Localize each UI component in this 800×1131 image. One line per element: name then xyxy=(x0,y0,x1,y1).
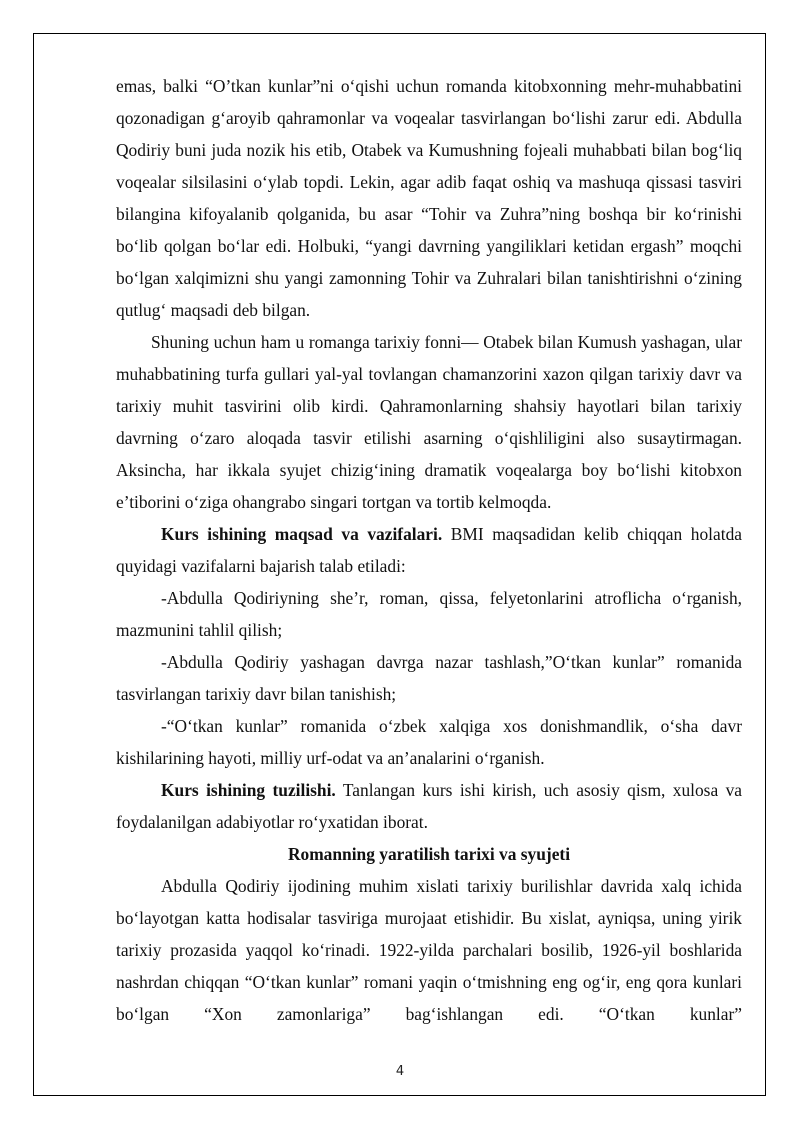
course-structure-text: Tanlangan kurs ishi kirish, uch asosiy qism, xulosa va foydalanilgan adabiyotlar ro‘yxatidan iborat. xyxy=(116,780,742,832)
task-item-1: -Abdulla Qodiriyning she’r, roman, qissa, felyetonlarini atroflicha o‘rganish, mazmunini tahlil qilish; xyxy=(116,588,742,640)
course-structure-title: Kurs ishining tuzilishi. xyxy=(161,780,336,800)
page-number: 4 xyxy=(395,1064,405,1079)
document-body xyxy=(116,70,742,1030)
paragraph-closing: Abdulla Qodiriy ijodining muhim xislati tarixiy burilishlar davrida xalq ichida bo‘layotgan katta hodisalar tasviriga murojaat etishidir. Bu xislat, ayniqsa, uning yirik tarixiy prozasida yaqqol ko‘rinadi. 1922-yilda parchalari bosilib, 1926-yil boshlarida nashrdan chiqqan “O‘tkan kunlar” romani yaqin o‘tmishning eng og‘ir, eng qora kunlari bo‘lgan “Xon zamonlariga” bag‘ishlangan edi. “O‘tkan kunlar” xyxy=(116,876,742,1024)
course-goals-title: Kurs ishining maqsad va vazifalari. xyxy=(161,524,443,544)
course-goals-text: BMI maqsadidan kelib chiqqan holatda quyidagi vazifalarni bajarish talab etiladi: xyxy=(116,524,742,576)
task-item-3: -“O‘tkan kunlar” romanida o‘zbek xalqiga xos donishmandlik, o‘sha davr kishilarining hayoti, milliy urf-odat va an’analarini o‘rganish. xyxy=(116,716,742,768)
task-item-2: -Abdulla Qodiriy yashagan davrga nazar tashlash,”O‘tkan kunlar” romanida tasvirlangan tarixiy davr bilan tanishish; xyxy=(116,652,742,704)
section-heading: Romanning yaratilish tarixi va syujeti xyxy=(287,844,571,864)
paragraph-course-structure xyxy=(116,774,742,838)
paragraph-intro: emas, balki “O’tkan kunlar”ni o‘qishi uchun romanda kitobxonning mehr-muhabbatini qozonadigan g‘aroyib qahramonlar va voqealar tasvirlangan bo‘lishi zarur edi. Abdulla Qodiriy buni juda nozik his etib, Otabek va Kumushning fojeali muhabbati bilan bog‘liq voqealar silsilasini o‘ylab topdi. Lekin, agar adib faqat oshiq va mashuqa qissasi tasviri bilangina kifoyalanib qolganida, bu asar “Tohir va Zuhra”ning boshqa bir ko‘rinishi bo‘lib qolgan bo‘lar edi. Holbuki, “yangi davrning yangiliklari ketidan ergash” moqchi bo‘lgan xalqimizni shu yangi zamonning Tohir va Zuhralari bilan tanishtirishni o‘zining qutlug‘ maqsadi deb bilgan. xyxy=(116,76,742,320)
paragraph-historical-background: Shuning uchun ham u romanga tarixiy fonni— Otabek bilan Kumush yashagan, ular muhabbatining turfa gullari yal-yal tovlangan chamanzorini xazon qilgan tarixiy davr va tarixiy muhit tasvirini olib kirdi. Qahramonlarning shahsiy hayotlari bilan tarixiy davrning o‘zaro aloqada tasvir etilishi asarning o‘qishliligini also susaytirmagan. Aksincha, har ikkala syujet chizig‘ining dramatik voqealarga boy bo‘lishi kitobxon e’tiborini o‘ziga ohangrabo singari tortgan va tortib kelmoqda. xyxy=(116,332,742,512)
paragraph-course-goals xyxy=(116,518,742,582)
